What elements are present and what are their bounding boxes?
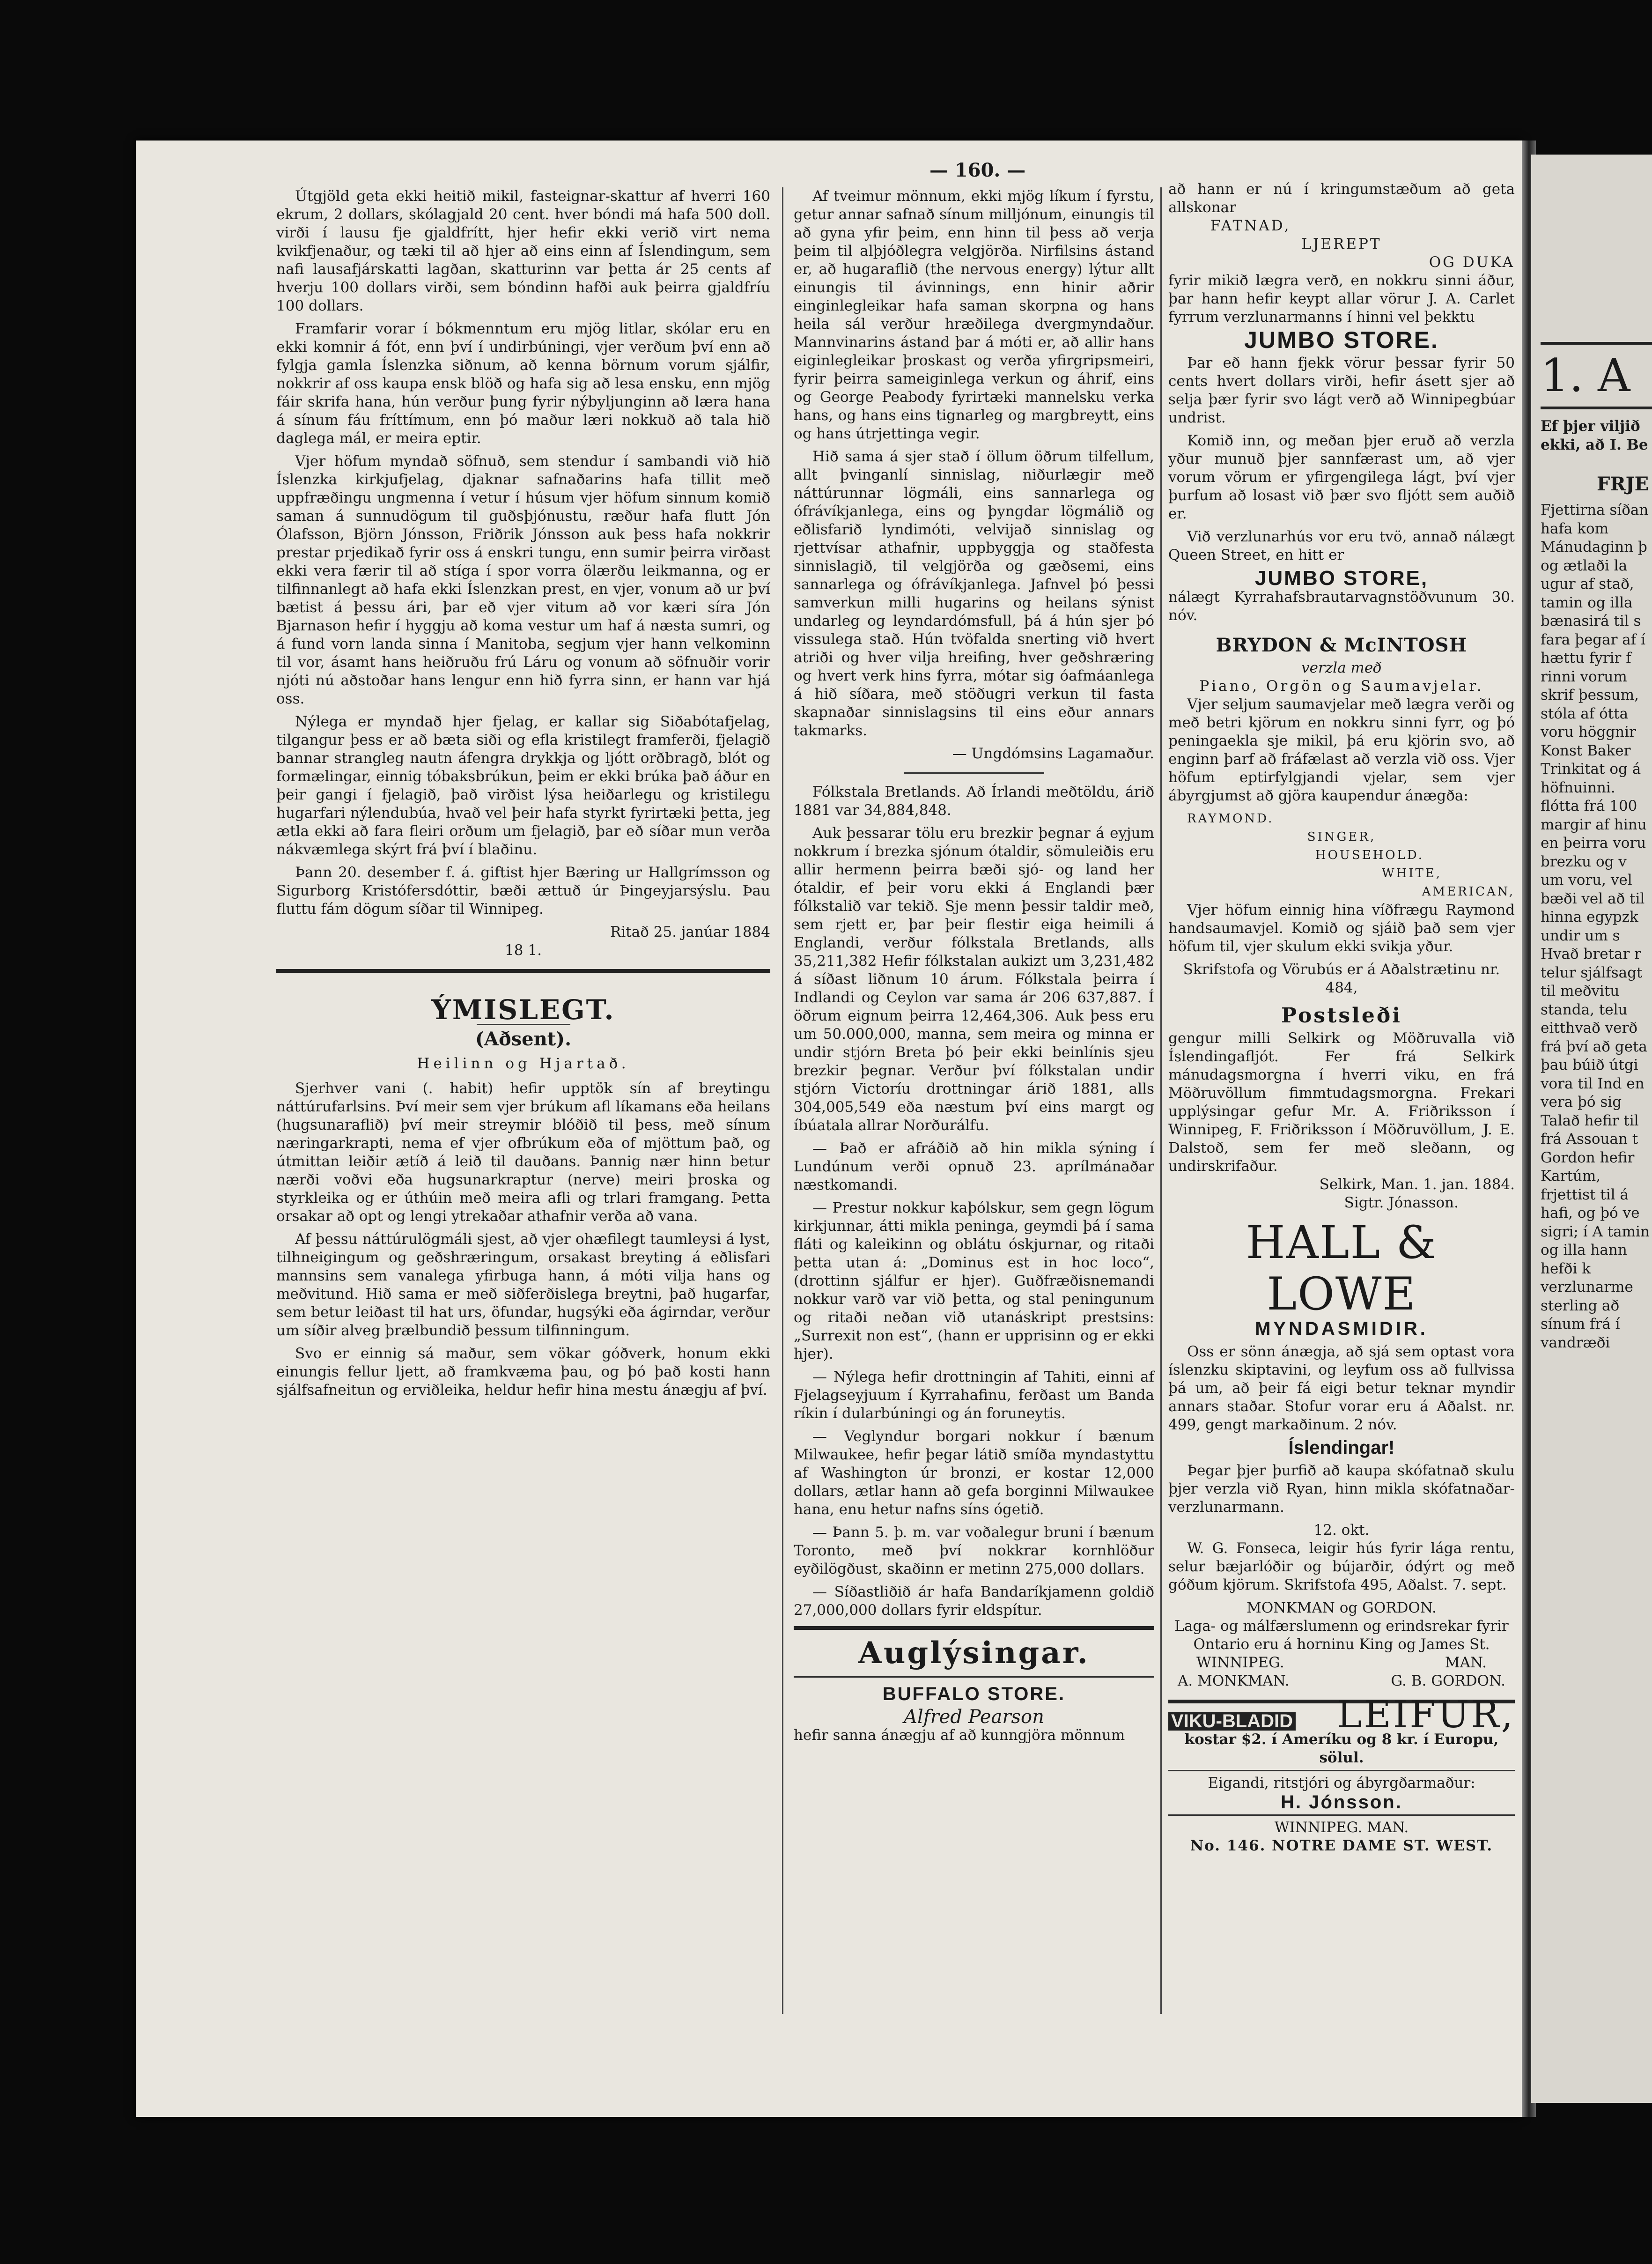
ad-date: 12. okt. bbox=[1313, 1522, 1370, 1539]
paragraph: Sjerhver vani (. habit) hefir upptök sín af breytingu náttúrufarlsins. Því meir sem vjer brúkum afl líkamans eða heilans (hugsunaraflið) því meir streymir blóðið til þess, með sínum næringarkrapti, nema ef vjer ofbrúkum eða of mjöttum það, og útmittan leiðir ætíð á leið til dauðans. Þannig nær hinn betur nærði voðvi eða hugsunarkraptur (nerve) meiri þroska og styrkleika og er úthúin með meira afli og trlari framgang. Þetta orsakar að opt og lengi ytrekaðar athafnir verða að vana. bbox=[276, 1080, 770, 1225]
subheading: (Aðsent). bbox=[475, 1028, 572, 1050]
edge-line: ekki, að I. Be bbox=[1541, 437, 1648, 453]
publisher-name: H. Jónsson. bbox=[1281, 1792, 1402, 1813]
divider bbox=[904, 772, 1044, 774]
paragraph: Svo er einnig sá maður, sem vökar góðverk, honum ekki einungis fellur ljett, að framkvæma þau, og þó það kosti hann sjálfsafneitun og erviðleika, heldur hefir hina mestu ánægju af því. bbox=[276, 1345, 770, 1398]
ad-title: HALL & LOWE bbox=[1246, 1216, 1438, 1320]
brand: SINGER, bbox=[1307, 830, 1376, 844]
ad-text: MAN. bbox=[1445, 1654, 1487, 1671]
ads-heading: Auglýsingar. bbox=[858, 1635, 1090, 1671]
ad-text: gengur milli Selkirk og Möðruvalla við Íslendingafljót. Fer frá Selkirk mánudagsmorgna í hverri viku, en frá Möðruvöllum fimmtudagsmorgna. Frekari upplýsingar gefur Mr. A. Friðriksson í Winnipeg, F. Friðriksson í Möðruvöllum, J. E. Dalstoð, sem fer með sleðann, og undirskrifaður. bbox=[1168, 1030, 1515, 1175]
publisher-address: No. 146. NOTRE DAME ST. WEST. bbox=[1190, 1837, 1493, 1854]
paper-label: VIKU-BLADID bbox=[1168, 1712, 1296, 1731]
ad-text: nálægt Kyrrahafsbrautarvagnstöðvunum 30. nóv. bbox=[1168, 589, 1515, 624]
paragraph: — Þann 5. þ. m. var voðalegur bruni í bænum Toronto, með því nokkrar kornhlöður eyðilögðust, skaðinn er metinn 275,000 dollars. bbox=[794, 1524, 1154, 1577]
paragraph: Komið inn, og meðan þjer eruð að verzla yður munuð þjer sannfærast um, að vjer vorum vörum er yfirgengilega lágt, því vjer þurfum að losast við þær svo fljótt sem auðið er. bbox=[1168, 432, 1515, 522]
paragraph: Þar eð hann fjekk vörur þessar fyrir 50 cents hvert dollars virði, hefir ásett sjer að selja þær fyrir svo lágt verð að Winnipegbúar undrist. bbox=[1168, 355, 1515, 426]
next-page-edge bbox=[1531, 155, 1652, 2103]
ad-text: A. MONKMAN. bbox=[1178, 1672, 1290, 1689]
column-3 bbox=[1168, 180, 1515, 1855]
paragraph: Þann 20. desember f. á. giftist hjer Bæring ur Hallgrímsson og Sigurborg Kristófersdóttir, bæði ættuð úr Þingeyjarsýslu. Þau fluttu fám dögum síðar til Winnipeg. bbox=[276, 864, 770, 917]
store-name: JUMBO STORE. bbox=[1244, 327, 1439, 353]
ad-text: fyrir mikið lægra verð, en nokkru sinni áður, þar hann hefir keypt allar vörur J. A. Carlet fyrrum verzlunarmanns í hinni vel þekktu bbox=[1168, 272, 1515, 326]
ad-text: að hann er nú í kringumstæðum að geta allskonar bbox=[1168, 181, 1515, 216]
paragraph: Vjer höfum einnig hina víðfrægu Raymond handsaumavjel. Komið og sjáið það sem vjer höfum til, vjer skulum ekki svikja yður. bbox=[1168, 902, 1515, 955]
column-rule bbox=[782, 187, 783, 2014]
ad-row bbox=[1168, 1672, 1515, 1690]
paragraph: — Veglyndur borgari nokkur í bænum Milwaukee, hefir þegar látið smíða myndastyttu af Washington úr bronzi, er kostar 12,000 dollars, ætlar hann að gefa borginni Milwaukee hana, enu hetur nafns síns ógetið. bbox=[794, 1428, 1154, 1518]
ad-title: BUFFALO STORE. bbox=[882, 1684, 1066, 1704]
ad-title: MONKMAN og GORDON. bbox=[1246, 1599, 1437, 1616]
ad-item: LJEREPT bbox=[1301, 236, 1382, 252]
ad-text: WINNIPEG. bbox=[1196, 1654, 1284, 1671]
ad-items: Piano, Orgön og Saumavjelar. bbox=[1199, 678, 1484, 695]
ad-subtitle: verzla með bbox=[1301, 659, 1382, 676]
column-rule bbox=[1160, 187, 1162, 2014]
ad-item: FATNAD, bbox=[1210, 217, 1291, 234]
citation: — Ungdómsins Lagamaður. bbox=[952, 745, 1154, 762]
paragraph: Framfarir vorar í bókmenntum eru mjög litlar, skólar eru en ekki komnir á fót, enn því í undirbúningi, vjer verðum því enn að fylgja gamla Íslenzka siðnum, að kenna börnum vorum sjálfir, nokkrir af oss kaupa ensk blöð og hafa sig að lesa ensku, enn mjög fáir skrifa hana, hún verður þung fyrir nýbyljunginn að læra hana á sínum fáu fríttímum, enn þó maður læri nokkuð að tala hið daglega mál, er meira eptir. bbox=[276, 320, 770, 447]
edge-text: Fjettirna síðan hafa kom Mánudaginn þ og ætlaði la ugur af stað, tamin og illa bænasirá til s fara þegar af í hættu fyrir f rinni vorum skrif þessum, stóla af ótta voru höggnir Konst Baker Trinkitat og á höfnuinni. flótta frá 100 margir af hinu en þeirra voru brezku og v um voru, vel bæði vel að til hinna egypzk undir um s Hvað bretar r telur sjálfsagt til meðvitu standa, telu eitthvað verð frá því að geta þau búið útgi vora til Ind en vera þó sig Talað hefir til frá Assouan t Gordon hefir Kartúm, frjettist til á hafi, og þó ve sigri; í A tamin og illa hann hefði k verzlunarme sterling að sínum frá í vandræði bbox=[1541, 502, 1650, 1351]
paragraph: Þegar þjer þurfið að kaupa skófatnað skulu þjer verzla við Ryan, hinn mikla skófatnaðar-verzlunarmann. bbox=[1168, 1462, 1515, 1516]
dateline: Ritað 25. janúar 1884 bbox=[610, 924, 770, 940]
ad-row bbox=[1168, 1654, 1515, 1672]
edge-title: 1. A bbox=[1541, 342, 1652, 409]
edge-lead bbox=[1541, 417, 1652, 454]
ad-title: Íslendingar! bbox=[1288, 1437, 1395, 1458]
brand: AMERICAN, bbox=[1422, 885, 1515, 899]
ad-subtitle: MYNDASMIDIR. bbox=[1255, 1318, 1428, 1339]
edge-heading: FRJE bbox=[1597, 473, 1649, 495]
ad-text: hefir sanna ánægju af að kunngjöra mönnum bbox=[794, 1727, 1125, 1744]
paragraph: Af tveimur mönnum, ekki mjög líkum í fyrstu, getur annar safnað sínum milljónum, einungis til að gyna yfir þeim, enn hinn til þess að verja þeim til alþjóðlegra velgjörða. Nirfilsins ástand er, að hugaraflið (the nervous energy) lýtur allt einungis til ávinnings, enn hinir aðrir einginlegleikar hafa saman skorpna og hans heila sál verður hræðilega dvergmyndaður. Mannvinarins ástand þar á móti er, að allir hans eiginlegleikar þroskast og verða yfirgripsmeiri, fyrir þeirra sameiginlega verkun og áhrif, eins og George Peabody fyrirtæki mannelsku verka hans, og hans eins tignarleg og margbreytt, eins og hans útrjettinga vegir. bbox=[794, 188, 1154, 442]
edge-line: Ef þjer viljið bbox=[1541, 418, 1640, 435]
paragraph: Auk þessarar tölu eru brezkir þegnar á eyjum nokkrum í brezka sjónum ótaldir, sömuleiðis eru allir hermenn þeirra bæði sjó- og land her ótaldir, ef þeir voru ekki á Englandi þær fólkstalið var tekið. Sje menn þessir taldir með, sem rjett er, þar þeir flestir eiga heimili á Englandi, verður fólkstala Bretlands, alls 35,211,382 Hefir fólkstalan aukizt um 3,231,482 á síðast liðnum 10 árum. Fólkstala þeirra í Indlandi og Ceylon var sama ár 206 637,887. Í öðrum eignum þeirra 12,464,306. Auk þess eru um 50.000,000, manna, sem meira og minna er undir stjórn Breta þó þeir ekki beinlínis sjeu brezkir þegnar. Verður því fólkstalan undir stjórn Victoríu drottningar árið 1881, alls 304,005,549 eða næstum því eins margt og íbúatala allrar Norðurálfu. bbox=[794, 825, 1154, 1134]
scan-border-top bbox=[0, 0, 1652, 141]
section-rule bbox=[794, 1626, 1154, 1630]
brand: HOUSEHOLD. bbox=[1315, 848, 1424, 862]
paper-price: kostar $2. í Ameríku og 8 kr. í Europu, sölul. bbox=[1184, 1731, 1499, 1766]
ad-text: G. B. GORDON. bbox=[1391, 1672, 1505, 1689]
paragraph: W. G. Fonseca, leigir hús fyrir lága rentu, selur bæjarlóðir og bújarðir, ódýrt og með góðum kjörum. Skrifstofa 495, Aðalst. 7. sept. bbox=[1168, 1540, 1515, 1593]
paragraph: Nýlega er myndað hjer fjelag, er kallar sig Siðabótafjelag, tilgangur þess er að bæta siði og efla kristilegt framferði, fjelagið bannar strangleg nautn áfengra drykkja og ljótt orðbragð, blót og formælingar, einnig tóbaksbrúkun, þeim er ekki brúka það áður en þeir gangi í fjelagið, það virðist lýsa heiðarlegu og kristilegu hugarfari nýlendubúa, hvað vel þeir hafa styrkt fyrirtæki þetta, jeg ætla ekki að fara fleiri orðum um fjelagið, þar eð síðar mun verða nákvæmlega skýrt frá því í blaðinu. bbox=[276, 713, 770, 858]
section-heading: ÝMISLEGT. bbox=[431, 994, 615, 1026]
paragraph: Hið sama á sjer stað í öllum öðrum tilfellum, allt þvinganlí sinnislag, niðurlægir með náttúrunnar lögmáli, eins sannarlega og ófrávíkjanlega, eins og þyngdar lögmálið og eðlisfarið lyndimóti, velvijað sinnislag og rjettvísar athafnir, uppbyggja og staðfesta sinnislagið, til velgjörða og gæðsemi, eins sannarlega og ófrávíkjanlega. Jafnvel þó þessi samverkun milli hugarins og heilans sýnist undarleg og leyndardómsfull, þá á hún sjer þó vissulega stað. Hún tvöfalda snerting við hvert atriði og hver vilja hreifing, hver geðshræring og hvert verk hins fyrra, mótar sig óafmáanlega á hið síðara, með stöðugri verkun til fasta skapnaðar sinnislagsins til eins eður annars takmarks. bbox=[794, 448, 1154, 739]
paper-name: LEIFUR, bbox=[1337, 1693, 1515, 1736]
publisher-label: Eigandi, ritstjóri og ábyrgðarmaður: bbox=[1208, 1775, 1475, 1791]
divider bbox=[1168, 1814, 1515, 1816]
paragraph: Útgjöld geta ekki heitið mikil, fasteignar-skattur af hverri 160 ekrum, 2 dollars, skólagjald 20 cent. hver bóndi má hafa 500 doll. virði í lausu fje gjaldfrítt, hjer hefir ekki verið virt nema kvikfjenaður, og tæki til að hjer að eins einn af Íslendingum, sem nafi lausafjárskatti lagðan, skatturinn var þetta ár 25 cents af hverju 100 dollars virði, sem bóndinn hafði auk þeirra gjaldfríu 100 dollars. bbox=[276, 188, 770, 314]
store-name: JUMBO STORE, bbox=[1254, 567, 1429, 590]
masthead-row bbox=[1168, 1693, 1515, 1736]
paragraph: — Prestur nokkur kaþólskur, sem gegn lögum kirkjunnar, átti mikla peninga, geymdi þá í sama fláti og kaleikinn og oblátu óskjurnar, og ritaði þetta utan á: „Dominus est in hoc loco“, (drottinn sjálfur er hjer). Guðfræðisnemandi nokkur varð var við þetta, og stal peningunum og ritaði neðan við utanáskript prestsins: „Surrexit non est“, (hann er upprisinn og er ekki hjer). bbox=[794, 1199, 1154, 1362]
brand: RAYMOND. bbox=[1187, 812, 1274, 826]
brand: WHITE, bbox=[1381, 866, 1442, 880]
ad-address: Skrifstofa og Vörubús er á Aðalstrætinu nr. 484, bbox=[1183, 961, 1500, 996]
page-number: — 160. — bbox=[929, 159, 1026, 181]
column-1 bbox=[276, 187, 770, 1404]
ad-title: Postsleði bbox=[1281, 1004, 1402, 1028]
signature: Sigtr. Jónasson. bbox=[1344, 1194, 1459, 1211]
ad-title: BRYDON & McINTOSH bbox=[1216, 634, 1468, 656]
divider bbox=[1168, 1770, 1515, 1771]
ad-item: OG DUKA bbox=[1429, 254, 1515, 271]
ad-subtitle: Alfred Pearson bbox=[904, 1706, 1044, 1728]
signature: Selkirk, Man. 1. jan. 1884. bbox=[1319, 1176, 1515, 1193]
paragraph: Vjer höfum myndað söfnuð, sem stendur í sambandi við hið Íslenzka kirkjufjelag, djaknar safnaðarins hafa tillit með uppfræðingu ungmenna í vetur í húsum vjer höfum sinnum komið saman á sunnudögum til guðsþjónustu, ræður hafa flutt Jón Ólafsson, Björn Jónsson, Friðrik Jónsson auk þess hafa nokkrir prestar prjedikað fyrir oss á enskri tungu, enn sumir þeirra virðast ekki vera færir til að stíga í spor vorra ölærðu leikmanna, og er tilfinnanlegt að hafa ekki Íslenzkan prest, en vjer, vonum að ur því bætist á þessu ári, þar eð vjer vitum að vor kæri síra Jón Bjarnason hefir í hyggju að koma vestur um haf á næsta sumri, og á fund vorn landa sinna í Manitoba, segjum vjer hann velkominn til vor, ásamt hans heiðruðu frú Láru og vonum að söfnuðir vorir njóti nú aðstoðar hans lengur enn hið fyrra sinn, er hann var hjá oss. bbox=[276, 453, 770, 707]
paragraph: Vjer seljum saumavjelar með lægra verði og með betri kjörum en nokkru sinni fyrr, og þó peningaekla sje mikil, þá eru kjörin svo, að enginn þarf að fráfælast að verzla við oss. Vjer höfum eptirfylgjandi vjelar, sem vjer ábyrgjumst að gjöra kaupendur ánægða: bbox=[1168, 696, 1515, 804]
dateline-mark: 18 1. bbox=[505, 942, 542, 959]
paragraph: Oss er sönn ánægja, að sjá sem optast vora íslenzku skiptavini, og leyfum oss að fullvissa þá um, að þeir fá eigi betur teknar myndir annars staðar. Stofur vorar eru á Aðalst. nr. 499, gengt markaðinum. 2 nóv. bbox=[1168, 1343, 1515, 1433]
paragraph: — Það er afráðið að hin mikla sýning í Lundúnum verði opnuð 23. aprílmánaðar næstkomandi. bbox=[794, 1140, 1154, 1193]
publisher-city: WINNIPEG. MAN. bbox=[1274, 1819, 1409, 1836]
paragraph: Fólkstala Bretlands. Að Írlandi meðtöldu, árið 1881 var 34,884,848. bbox=[794, 784, 1154, 819]
article-title: Heilinn og Hjartað. bbox=[417, 1055, 630, 1072]
divider bbox=[794, 1676, 1154, 1678]
ad-text: Laga- og málfærslumenn og erindsrekar fyrir Ontario eru á horninu King og James St. bbox=[1174, 1618, 1509, 1653]
paragraph: — Nýlega hefir drottningin af Tahiti, einni af Fjelagseyjuum í Kyrrahafinu, ferðast um Banda ríkin í dularbúningi og án foruneytis. bbox=[794, 1369, 1154, 1422]
column-2 bbox=[794, 187, 1154, 1745]
paragraph: Við verzlunarhús vor eru tvö, annað nálægt Queen Street, en hitt er bbox=[1168, 528, 1515, 563]
paragraph: Af þessu náttúrulögmáli sjest, að vjer ohæfilegt taumleysi á lyst, tilhneigingum og geðshræringum, orsakast breyting á eðlisfari mannsins sem vanalega yfirbuga hann, á móti vilja hans og meðvitund. Hið sama er með siðferðislega breytni, það hugarfar, sem betur leiðast til hat urs, öfundar, hugsýki eða ágirndar, verður um síðir alveg þrælbundið þessum tilfinningum. bbox=[276, 1231, 770, 1339]
paragraph: — Síðastliðið ár hafa Bandaríkjamenn goldið 27,000,000 dollars fyrir eldspítur. bbox=[794, 1583, 1154, 1619]
section-rule bbox=[276, 969, 770, 973]
